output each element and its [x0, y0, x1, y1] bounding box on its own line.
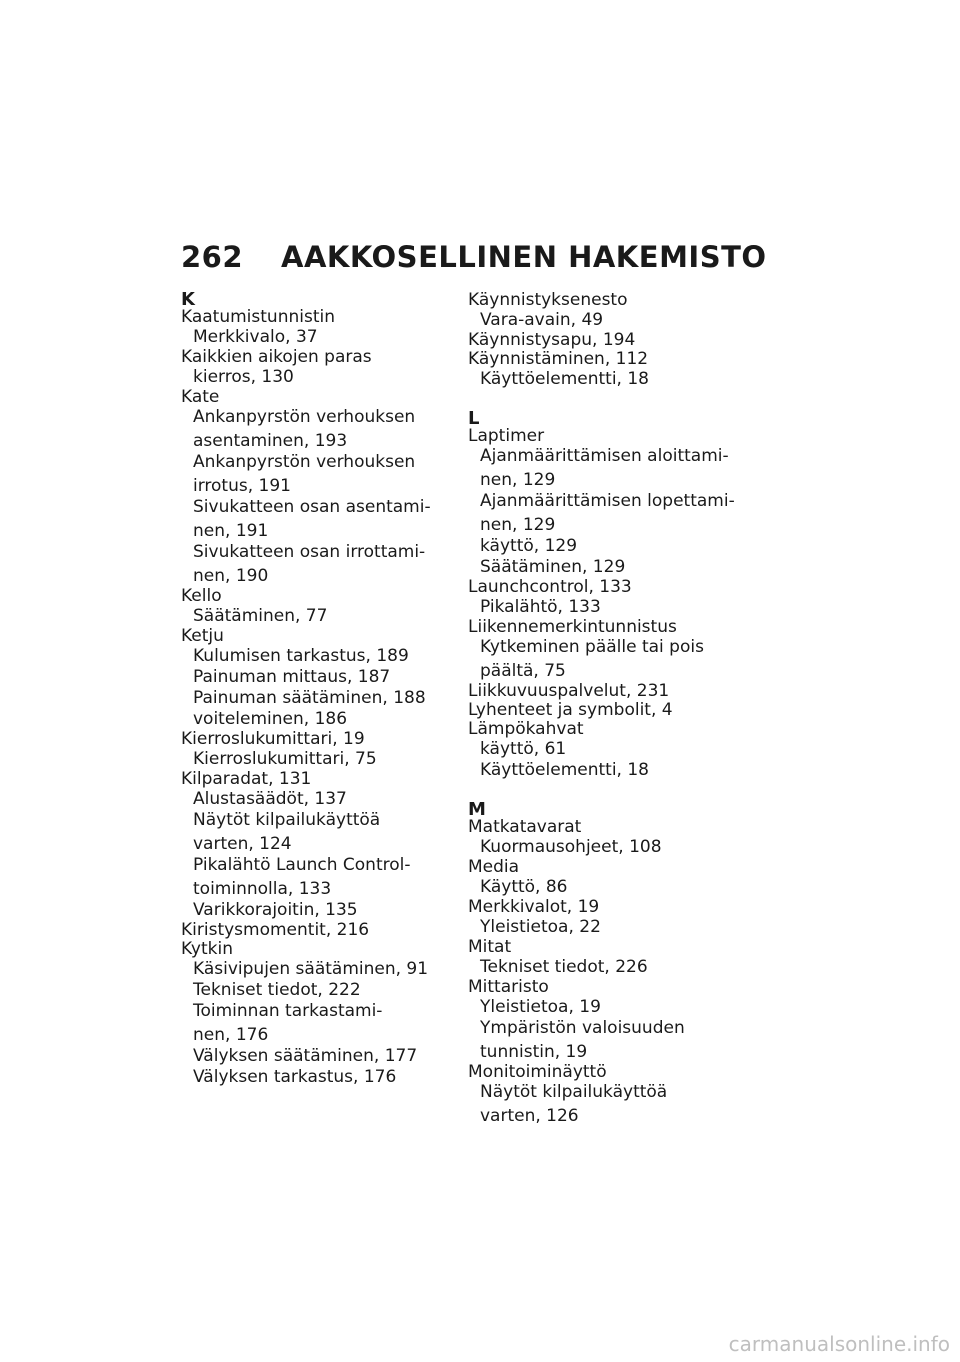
index-subentry-text: Yleistietoa, 22: [480, 917, 601, 937]
index-subentry: [468, 917, 738, 938]
page-number: 262: [181, 240, 244, 274]
index-subentry-text: Sivukatteen osan asentami-: [193, 497, 431, 517]
index-subentry: [181, 367, 451, 388]
index-term: Käynnistäminen, 112: [468, 349, 649, 369]
index-subentry: [181, 407, 451, 452]
index-subentry-continuation: nen, 191: [193, 521, 269, 541]
index-subentry-text: Sivukatteen osan irrottami-: [193, 542, 426, 562]
index-subentry-text: Vara-avain, 49: [480, 310, 604, 330]
index-subentry-text: Pikalähtö, 133: [480, 597, 601, 617]
index-subentry-text: Näytöt kilpailukäyttöä: [193, 810, 381, 830]
index-subentry-text: Välyksen säätäminen, 177: [193, 1046, 418, 1066]
index-subentry: [468, 536, 738, 557]
index-subentry-text: Kulumisen tarkastus, 189: [193, 646, 409, 666]
index-subentry-text: Käyttöelementti, 18: [480, 760, 649, 780]
index-term: Kilparadat, 131: [181, 769, 312, 789]
index-subentry-text: kierros, 130: [193, 367, 294, 387]
index-term: Kaikkien aikojen paras: [181, 347, 372, 367]
index-term: Kaatumistunnistin: [181, 307, 335, 327]
index-subentry: [181, 327, 451, 348]
index-subentry-text: käyttö, 129: [480, 536, 578, 556]
index-subentry: [181, 900, 451, 921]
index-subentry-text: Tekniset tiedot, 226: [480, 957, 648, 977]
index-subentry: [468, 597, 738, 618]
index-subentry-text: Näytöt kilpailukäyttöä: [480, 1082, 668, 1102]
index-subentry: [468, 491, 738, 536]
index-subentry-text: Pikalähtö Launch Control-: [193, 855, 411, 875]
index-subentry: [181, 606, 451, 627]
index-letter: M: [468, 799, 486, 820]
index-subentry: [181, 855, 451, 900]
index-term: Launchcontrol, 133: [468, 577, 632, 597]
index-term: Käynnistyksenesto: [468, 290, 628, 310]
index-term: Media: [468, 857, 520, 877]
index-subentry-text: Kuormausohjeet, 108: [480, 837, 662, 857]
index-subentry-text: Käsivipujen säätäminen, 91: [193, 959, 429, 979]
index-subentry: [181, 667, 451, 688]
index-subentry: [468, 877, 738, 898]
page-title: AAKKOSELLINEN HAKEMISTO: [281, 240, 767, 274]
index-subentry-text: Varikkorajoitin, 135: [193, 900, 358, 920]
index-subentry: [181, 646, 451, 667]
index-subentry-text: Käyttöelementti, 18: [480, 369, 649, 389]
index-subentry-continuation: nen, 129: [480, 470, 556, 490]
index-term: Mitat: [468, 937, 512, 957]
index-subentry-text: Välyksen tarkastus, 176: [193, 1067, 397, 1087]
index-subentry-text: Merkkivalo, 37: [193, 327, 318, 347]
index-subentry: [468, 310, 738, 331]
index-subentry: [468, 369, 738, 390]
index-subentry-text: Painuman säätäminen, 188: [193, 688, 426, 708]
index-subentry-continuation: irrotus, 191: [193, 476, 291, 496]
index-term: Liikennemerkintunnistus: [468, 617, 677, 637]
index-subentry-text: Kierroslukumittari, 75: [193, 749, 377, 769]
index-subentry-continuation: varten, 124: [193, 834, 292, 854]
index-subentry: [181, 688, 451, 709]
index-subentry: [181, 1067, 451, 1088]
index-subentry: [468, 1082, 738, 1127]
index-subentry: [181, 497, 451, 542]
index-subentry: [181, 1046, 451, 1067]
index-subentry-text: Ajanmäärittämisen aloittami-: [480, 446, 729, 466]
index-subentry: [181, 709, 451, 730]
index-subentry-text: käyttö, 61: [480, 739, 567, 759]
index-subentry-continuation: nen, 190: [193, 566, 269, 586]
index-term: Mittaristo: [468, 977, 549, 997]
index-subentry-continuation: tunnistin, 19: [480, 1042, 588, 1062]
index-subentry: [181, 542, 451, 587]
index-subentry-continuation: päältä, 75: [480, 661, 566, 681]
index-subentry: [468, 637, 738, 682]
index-subentry-continuation: asentaminen, 193: [193, 431, 348, 451]
index-letter: L: [468, 408, 480, 429]
index-subentry: [181, 810, 451, 855]
index-term: Laptimer: [468, 426, 545, 446]
index-letter: K: [181, 289, 195, 310]
index-term: Kiristysmomentit, 216: [181, 920, 370, 940]
index-term: Kello: [181, 586, 222, 606]
index-subentry-text: Alustasäädöt, 137: [193, 789, 347, 809]
index-subentry-text: Säätäminen, 129: [480, 557, 626, 577]
index-subentry: [468, 739, 738, 760]
index-term: Kytkin: [181, 939, 233, 959]
index-term: Lyhenteet ja symbolit, 4: [468, 700, 673, 720]
index-subentry-text: Ajanmäärittämisen lopettami-: [480, 491, 735, 511]
index-subentry: [181, 1001, 451, 1046]
index-column-left: [181, 291, 451, 1088]
index-subentry: [468, 1018, 738, 1063]
index-subentry: [181, 452, 451, 497]
index-term: Ketju: [181, 626, 224, 646]
index-subentry-text: Käyttö, 86: [480, 877, 568, 897]
index-subentry: [468, 957, 738, 978]
index-term: Kierroslukumittari, 19: [181, 729, 365, 749]
index-term: Lämpökahvat: [468, 719, 584, 739]
index-subentry-text: Toiminnan tarkastami-: [193, 1001, 383, 1021]
index-subentry-continuation: varten, 126: [480, 1106, 579, 1126]
index-subentry: [468, 760, 738, 781]
index-subentry-text: Ankanpyrstön verhouksen: [193, 407, 416, 427]
index-term: Kate: [181, 387, 220, 407]
index-subentry: [181, 749, 451, 770]
index-subentry: [468, 997, 738, 1018]
index-subentry-text: Ankanpyrstön verhouksen: [193, 452, 416, 472]
index-term: Monitoiminäyttö: [468, 1062, 607, 1082]
index-subentry: [181, 959, 451, 980]
index-subentry: [468, 557, 738, 578]
index-subentry-text: Tekniset tiedot, 222: [193, 980, 361, 1000]
index-column-right: [468, 291, 738, 1127]
index-term: Matkatavarat: [468, 817, 582, 837]
watermark: carmanualsonline.info: [728, 1332, 950, 1356]
index-subentry: [181, 980, 451, 1001]
index-subentry-text: Ympäristön valoisuuden: [480, 1018, 685, 1038]
index-subentry-continuation: nen, 176: [193, 1025, 269, 1045]
index-subentry-continuation: nen, 129: [480, 515, 556, 535]
page-heading: [181, 240, 767, 274]
index-subentry: [181, 789, 451, 810]
index-term: Käynnistysapu, 194: [468, 330, 636, 350]
index-term: Liikkuvuuspalvelut, 231: [468, 681, 670, 701]
index-subentry-continuation: toiminnolla, 133: [193, 879, 332, 899]
index-subentry: [468, 446, 738, 491]
index-subentry-text: Kytkeminen päälle tai pois: [480, 637, 704, 657]
index-subentry: [468, 837, 738, 858]
index-subentry-text: voiteleminen, 186: [193, 709, 348, 729]
index-subentry-text: Säätäminen, 77: [193, 606, 328, 626]
index-term: Merkkivalot, 19: [468, 897, 600, 917]
index-subentry-text: Painuman mittaus, 187: [193, 667, 391, 687]
index-subentry-text: Yleistietoa, 19: [480, 997, 601, 1017]
